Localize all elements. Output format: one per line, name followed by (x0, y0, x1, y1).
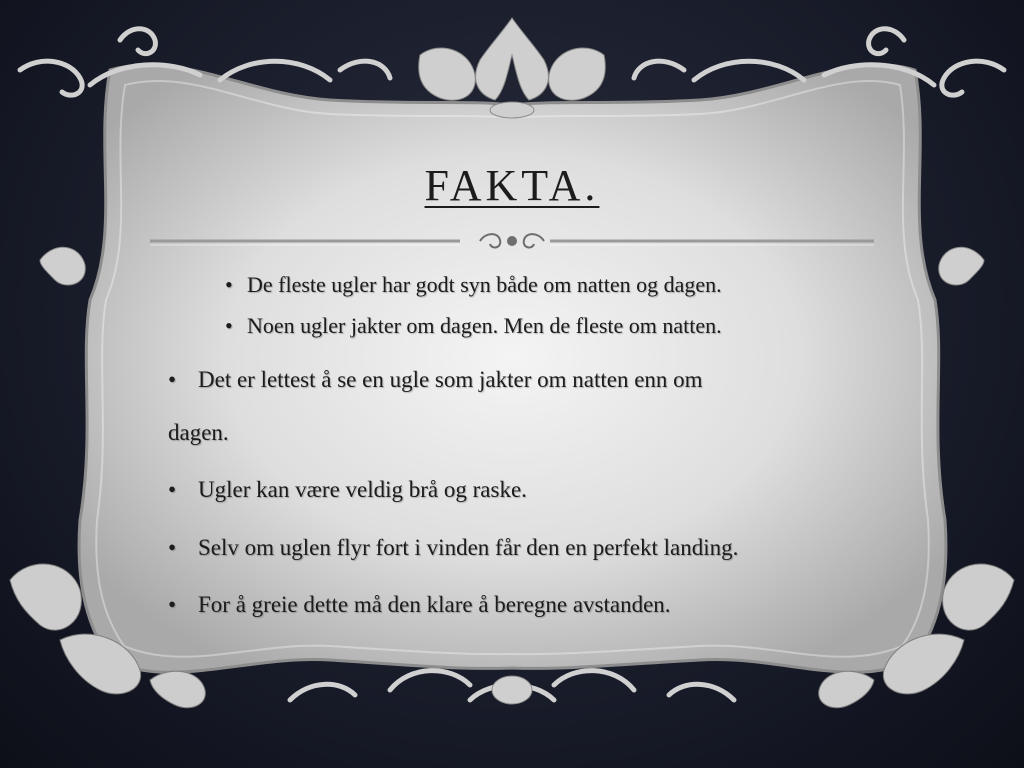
list-item: • For å greie dette må den klare å beregne avstanden. (168, 592, 671, 617)
list-item: • Noen ugler jakter om dagen. Men de fleste om natten. (225, 313, 722, 338)
list-item: • Selv om uglen flyr fort i vinden får den en perfekt landing. (168, 535, 739, 560)
list-item-continuation: dagen. (168, 420, 229, 445)
list-item: • Det er lettest å se en ugle som jakter om natten enn om (168, 367, 703, 392)
slide-title-text: FAKTA. (424, 161, 600, 210)
list-item: • Ugler kan være veldig brå og raske. (168, 477, 527, 502)
list-item: • De fleste ugler har godt syn både om natten og dagen. (225, 272, 722, 297)
